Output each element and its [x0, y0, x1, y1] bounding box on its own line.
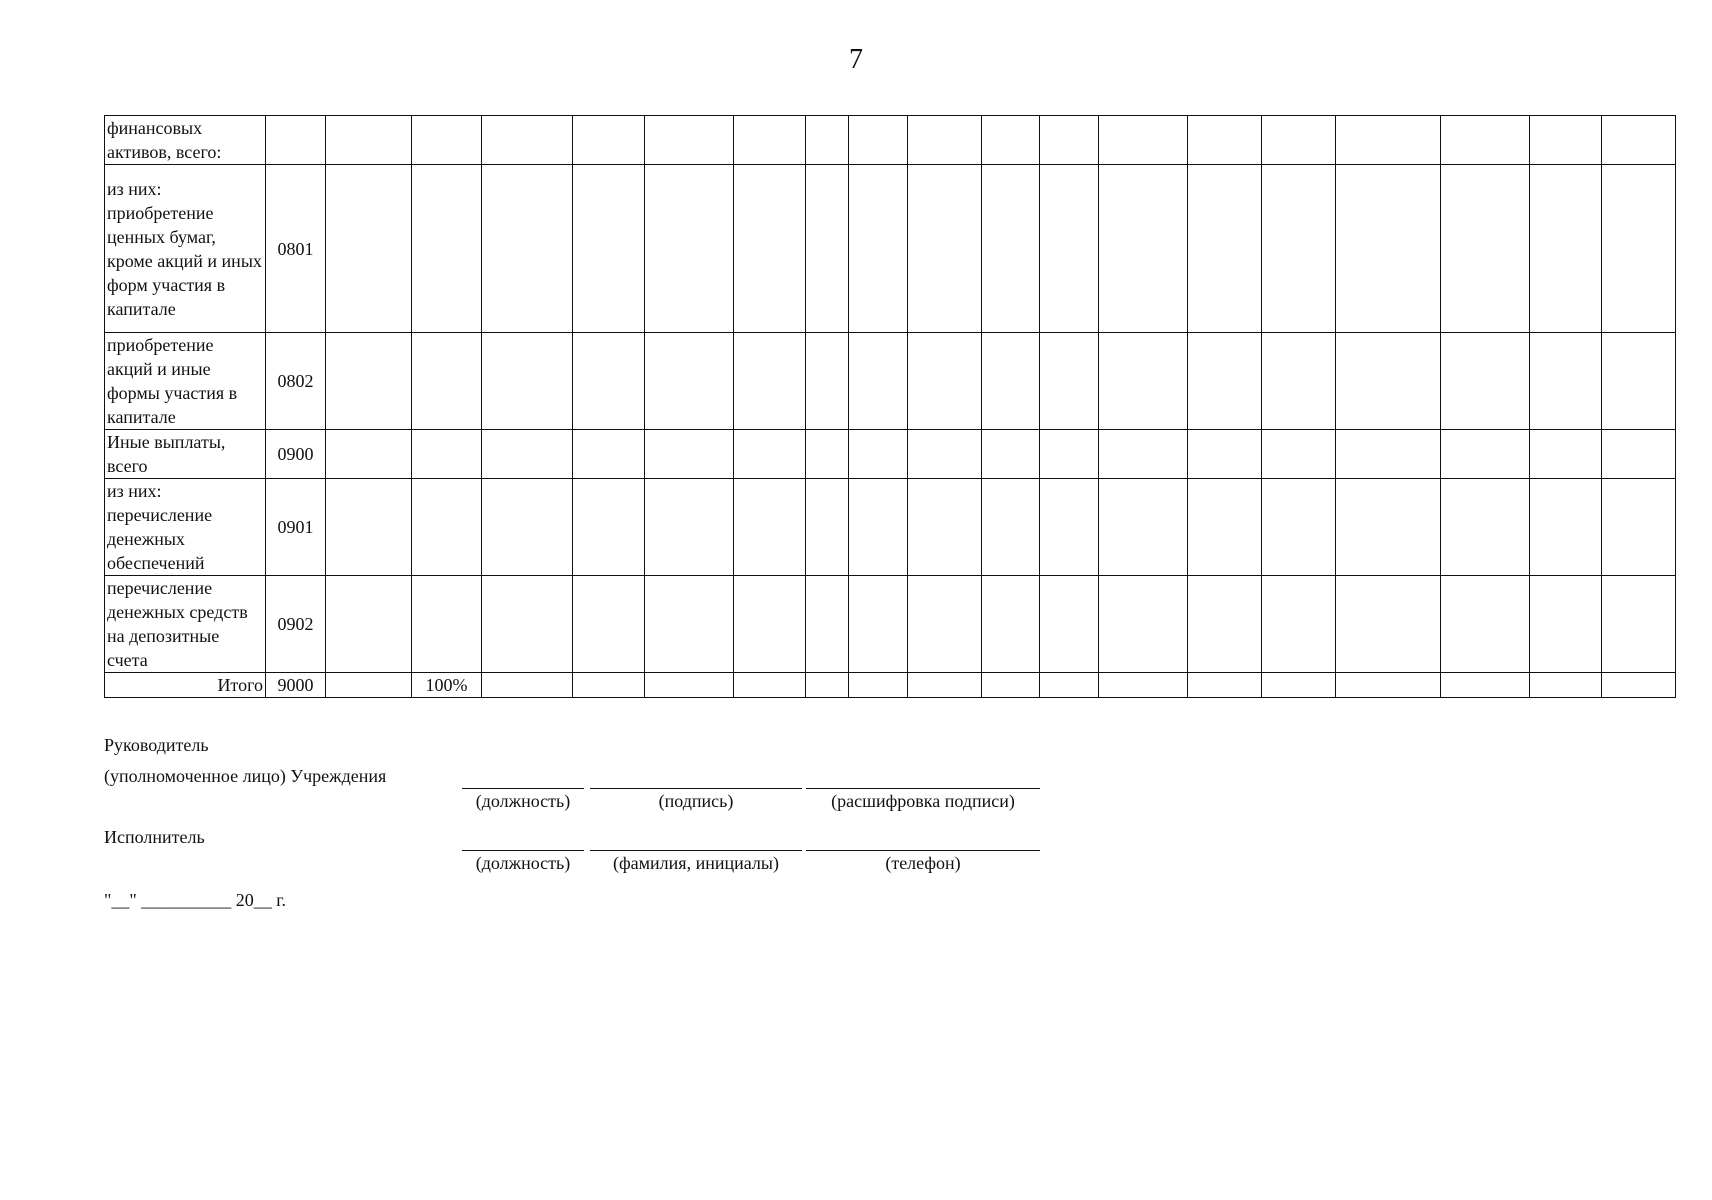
table-cell — [1336, 673, 1441, 698]
row-percent: 100% — [412, 673, 482, 698]
table-cell — [1530, 576, 1602, 673]
row-code: 0902 — [266, 576, 326, 673]
date-line: "__" __________ 20__ г. — [104, 890, 287, 910]
table-cell — [1336, 165, 1441, 333]
table-cell — [849, 430, 908, 479]
table-row — [105, 576, 1676, 673]
table-cell — [982, 430, 1040, 479]
table-cell — [1441, 673, 1530, 698]
table-cell — [982, 165, 1040, 333]
table-cell — [482, 165, 573, 333]
table-cell — [1602, 116, 1676, 165]
row-label: приобретение акций и иные формы участия в капитале — [105, 333, 266, 430]
table-cell — [1602, 479, 1676, 576]
table-cell — [1530, 430, 1602, 479]
table-cell — [1099, 430, 1188, 479]
table-cell — [1441, 576, 1530, 673]
table-cell — [1530, 673, 1602, 698]
table-cell — [573, 576, 645, 673]
table-cell — [806, 430, 849, 479]
table-cell — [734, 673, 806, 698]
head-position-line[interactable] — [462, 788, 584, 789]
table-cell — [1441, 116, 1530, 165]
table-cell — [326, 673, 412, 698]
row-code: 0901 — [266, 479, 326, 576]
table-cell — [982, 333, 1040, 430]
table-cell — [1602, 165, 1676, 333]
table-cell — [645, 430, 734, 479]
table-cell — [908, 479, 982, 576]
table-cell — [849, 673, 908, 698]
table-cell — [482, 576, 573, 673]
table-cell — [482, 430, 573, 479]
table-cell — [1188, 430, 1262, 479]
table-cell — [908, 576, 982, 673]
row-percent — [412, 333, 482, 430]
table-cell — [908, 116, 982, 165]
executor-caption-phone: (телефон) — [885, 853, 961, 873]
executor-caption-name: (фамилия, инициалы) — [613, 853, 779, 873]
table-cell — [1099, 673, 1188, 698]
financial-table — [104, 115, 1676, 698]
table-cell — [645, 576, 734, 673]
table-cell — [573, 430, 645, 479]
table-row — [105, 673, 1676, 698]
table-cell — [806, 333, 849, 430]
row-label: из них: приобретение ценных бумаг, кроме акций и иных форм участия в капитале — [105, 165, 266, 333]
table-cell — [1441, 333, 1530, 430]
table-cell — [1099, 479, 1188, 576]
head-caption-position: (должность) — [475, 791, 571, 811]
row-label: Иные выплаты, всего — [105, 430, 266, 479]
table-cell — [1099, 165, 1188, 333]
executor-position-line[interactable] — [462, 850, 584, 851]
table-cell — [1040, 673, 1099, 698]
table-cell — [482, 479, 573, 576]
head-caption-signature: (подпись) — [658, 791, 734, 811]
row-label: Итого — [105, 673, 266, 698]
table-cell — [1530, 479, 1602, 576]
executor-phone-line[interactable] — [806, 850, 1040, 851]
table-cell — [908, 165, 982, 333]
row-label: перечисление денежных средств на депозитные счета — [105, 576, 266, 673]
table-cell — [1262, 479, 1336, 576]
table-cell — [1602, 430, 1676, 479]
executor-label: Исполнитель — [104, 827, 205, 847]
table-cell — [1336, 333, 1441, 430]
table-cell — [982, 116, 1040, 165]
table-cell — [806, 165, 849, 333]
table-cell — [1262, 673, 1336, 698]
table-cell — [1188, 333, 1262, 430]
table-cell — [326, 333, 412, 430]
table-cell — [734, 430, 806, 479]
table-cell — [326, 479, 412, 576]
table-cell — [806, 116, 849, 165]
table-row — [105, 430, 1676, 479]
row-percent — [412, 479, 482, 576]
table-cell — [1602, 673, 1676, 698]
table-cell — [326, 430, 412, 479]
page-number: 7 — [849, 44, 863, 75]
table-cell — [573, 673, 645, 698]
table-cell — [849, 479, 908, 576]
table-cell — [645, 673, 734, 698]
table-cell — [573, 116, 645, 165]
table-cell — [482, 673, 573, 698]
head-label: Руководитель — [104, 735, 209, 755]
table-cell — [573, 333, 645, 430]
table-cell — [1099, 576, 1188, 673]
table-cell — [849, 116, 908, 165]
table-cell — [734, 576, 806, 673]
row-percent — [412, 576, 482, 673]
table-row — [105, 479, 1676, 576]
table-cell — [1530, 333, 1602, 430]
row-label: из них: перечисление денежных обеспечений — [105, 479, 266, 576]
table-cell — [573, 479, 645, 576]
table-cell — [849, 165, 908, 333]
head-label-authorized: (уполномоченное лицо) Учреждения — [104, 766, 387, 786]
table-cell — [1262, 430, 1336, 479]
table-cell — [734, 116, 806, 165]
table-cell — [1602, 576, 1676, 673]
table-cell — [1040, 430, 1099, 479]
table-cell — [1040, 576, 1099, 673]
table-cell — [734, 333, 806, 430]
row-percent — [412, 116, 482, 165]
table-cell — [1441, 479, 1530, 576]
row-percent — [412, 165, 482, 333]
table-cell — [1262, 165, 1336, 333]
table-cell — [1188, 576, 1262, 673]
table-cell — [645, 116, 734, 165]
table-row — [105, 165, 1676, 333]
table-cell — [1188, 673, 1262, 698]
table-cell — [1040, 116, 1099, 165]
table-cell — [806, 673, 849, 698]
table-cell — [1188, 479, 1262, 576]
head-signature-line[interactable] — [590, 788, 802, 789]
table-cell — [1530, 116, 1602, 165]
table-cell — [1040, 333, 1099, 430]
table-cell — [1188, 116, 1262, 165]
table-cell — [1040, 165, 1099, 333]
table-cell — [326, 116, 412, 165]
table-cell — [1336, 430, 1441, 479]
head-decoding-line[interactable] — [806, 788, 1040, 789]
table-cell — [645, 165, 734, 333]
table-cell — [908, 673, 982, 698]
table-cell — [1099, 116, 1188, 165]
table-cell — [326, 576, 412, 673]
table-cell — [1262, 333, 1336, 430]
table-cell — [806, 479, 849, 576]
table-cell — [1336, 116, 1441, 165]
row-code: 0900 — [266, 430, 326, 479]
row-code: 0801 — [266, 165, 326, 333]
head-caption-decoding: (расшифровка подписи) — [831, 791, 1015, 811]
row-code: 9000 — [266, 673, 326, 698]
table-cell — [645, 479, 734, 576]
table-cell — [482, 116, 573, 165]
table-cell — [908, 430, 982, 479]
table-cell — [1188, 165, 1262, 333]
table-cell — [982, 673, 1040, 698]
table-cell — [982, 576, 1040, 673]
table-cell — [1530, 165, 1602, 333]
table-cell — [1441, 430, 1530, 479]
table-cell — [1262, 116, 1336, 165]
table-cell — [982, 479, 1040, 576]
table-cell — [1602, 333, 1676, 430]
executor-name-line[interactable] — [590, 850, 802, 851]
row-percent — [412, 430, 482, 479]
executor-caption-position: (должность) — [475, 853, 571, 873]
table-cell — [1336, 576, 1441, 673]
row-label: финансовых активов, всего: — [105, 116, 266, 165]
row-code — [266, 116, 326, 165]
table-cell — [849, 576, 908, 673]
table-cell — [1099, 333, 1188, 430]
table-cell — [1262, 576, 1336, 673]
table-cell — [1336, 479, 1441, 576]
table-cell — [734, 165, 806, 333]
table-cell — [482, 333, 573, 430]
table-cell — [908, 333, 982, 430]
table-cell — [1040, 479, 1099, 576]
table-cell — [573, 165, 645, 333]
table-cell — [849, 333, 908, 430]
row-code: 0802 — [266, 333, 326, 430]
table-cell — [806, 576, 849, 673]
table-row — [105, 116, 1676, 165]
table-row — [105, 333, 1676, 430]
table-cell — [1441, 165, 1530, 333]
table-cell — [734, 479, 806, 576]
table-cell — [326, 165, 412, 333]
table-cell — [645, 333, 734, 430]
